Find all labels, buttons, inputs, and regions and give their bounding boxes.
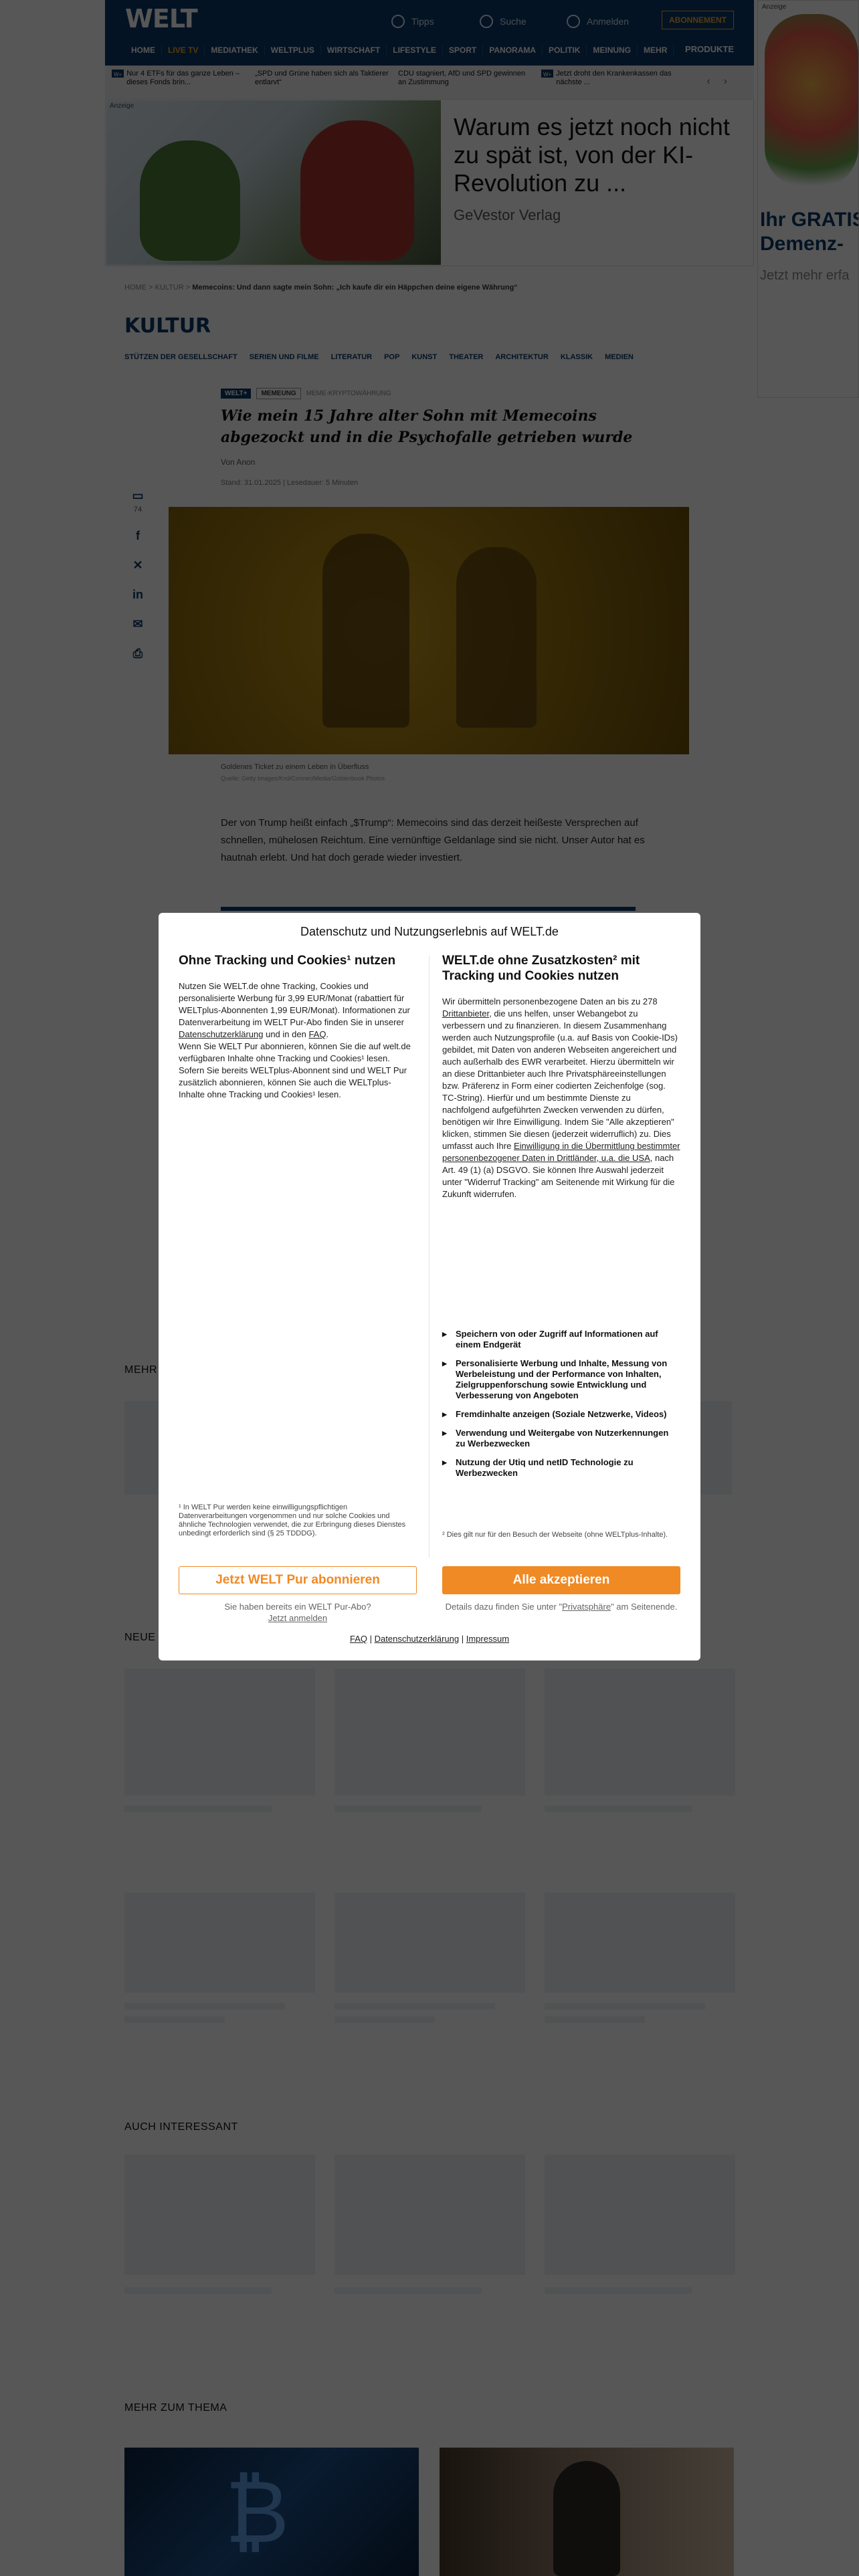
- tracking-p1c: , nach Art. 49 (1) (a) DSGVO. Sie können Ihre Auswahl jederzeit unter "Widerruf Tracking" am Seitenende mit Wirkung für die Zukunft widerrufen.: [442, 1153, 675, 1199]
- tracking-p1b: , die uns helfen, unser Webangebot zu verbessern und zu finanzieren. In diesem Zusammenhang werden auch Nutzungsprofile (u.a. auf Basis von Cookie-IDs) gebildet, mit Daten von anderen Webseiten angereichert und auch außerhalb des EWR verarbeitet. Hierzu übermitteln wir an diese Drittanbieter auch Ihre Privatsphäreeinstellungen bzw. Präferenz in Form einer codierten Zeichenfolge (sog. TC-String). Hierfür und um bestimmte Dienste zu nachfolgend aufgeführten Zwecken verwenden zu dürfen, benötigen wir Ihre Einwilligung. Indem Sie "Alle akzeptieren" klicken, stimmen Sie diesen (jederzeit widerruflich) zu. Dies umfasst auch Ihre: [442, 1008, 678, 1151]
- login-question: Sie haben bereits ein WELT Pur-Abo?: [224, 1602, 371, 1612]
- faq-link[interactable]: FAQ: [308, 1029, 326, 1039]
- purpose-item[interactable]: ▶ Personalisierte Werbung und Inhalte, Messung von Werbeleistung und der Performance von Inhalten, Zielgruppenforschung sowie Entwicklung und Verbesserung von Angeboten: [442, 1358, 680, 1401]
- column-divider: [429, 956, 430, 1558]
- privacy-details-note: [442, 1601, 680, 1612]
- consent-footer-links: [159, 1634, 700, 1644]
- welt-pur-p1b: und in den: [266, 1029, 306, 1039]
- welt-pur-p2: Wenn Sie WELT Pur abonnieren, können Sie die auf welt.de verfügbaren Inhalte ohne Tracking und Cookies¹ lesen. Sofern Sie bereits WELTplus-Abonnent sind und WELT Pur zusätzlich abonnieren, können Sie auch die WELTplus-Inhalte ohne Tracking und Cookies¹ lesen.: [179, 1041, 411, 1099]
- drittland-consent-link[interactable]: Einwilligung in die Übermittlung bestimmter personenbezogener Daten in Drittländer, u.a. die USA: [442, 1141, 680, 1163]
- impressum-link[interactable]: Impressum: [466, 1634, 510, 1644]
- privatsphaere-link[interactable]: Privatsphäre: [562, 1602, 611, 1612]
- link-separator: |: [369, 1634, 372, 1644]
- purpose-item[interactable]: ▶ Nutzung der Utiq und netID Technologie zu Werbezwecken: [442, 1457, 680, 1479]
- accept-all-button[interactable]: Alle akzeptieren: [442, 1566, 680, 1594]
- purpose-item[interactable]: ▶ Speichern von oder Zugriff auf Informationen auf einem Endgerät: [442, 1329, 680, 1350]
- purpose-list: [442, 1329, 680, 1487]
- drittanbieter-link[interactable]: Drittanbieter: [442, 1008, 490, 1018]
- welt-pur-p1: Nutzen Sie WELT.de ohne Tracking, Cookies und personalisierte Werbung für 3,99 EUR/Monat (rabattiert für WELTplus-Abonnenten 1,99 EUR/Monat). Informationen zur Datenverarbeitung im WELT Pur-Abo finden Sie in unserer: [179, 981, 410, 1027]
- welt-pur-column: [179, 953, 417, 1101]
- welt-pur-login-note: [179, 1601, 417, 1624]
- tracking-heading: WELT.de ohne Zusatzkosten² mit Tracking und Cookies nutzen: [442, 954, 640, 983]
- datenschutz-link[interactable]: Datenschutzerklärung: [374, 1634, 460, 1644]
- tracking-footnote: ² Dies gilt nur für den Besuch der Webseite (ohne WELTplus-Inhalte).: [442, 1531, 668, 1539]
- consent-title: Datenschutz und Nutzungserlebnis auf WELT.de: [300, 925, 559, 938]
- tracking-p1a: Wir übermitteln personenbezogene Daten an bis zu 278: [442, 996, 658, 1006]
- login-link[interactable]: Jetzt anmelden: [268, 1613, 328, 1623]
- purpose-item[interactable]: ▶ Fremdinhalte anzeigen (Soziale Netzwerke, Videos): [442, 1409, 680, 1420]
- welt-pur-footnote: ¹ In WELT Pur werden keine einwilligungspflichtigen Datenverarbeitungen vorgenommen und nur solche Cookies und ähnliche Technologien verwendet, die zur Erbringung dieses Dienstes unbedingt erforderlich sind (§ 25 TDDDG).: [179, 1503, 406, 1537]
- welt-pur-heading: Ohne Tracking und Cookies¹ nutzen: [179, 954, 396, 968]
- welt-pur-text: Nutzen Sie WELT.de ohne Tracking, Cookies und personalisierte Werbung für 3,99 EUR/Monat (rabattiert für WELTplus-Abonnenten 1,99 EUR/Monat). Informationen zur Datenverarbeitung im WELT Pur-Abo finden Sie in unserer Datenschutzerklärung und in den FAQ. Wenn Sie WELT Pur abonnieren, können Sie die auf welt.de verfügbaren Inhalte ohne Tracking und Cookies¹ lesen. Sofern Sie bereits WELTplus-Abonnent sind und WELT Pur zusätzlich abonnieren, können Sie auch die WELTplus-Inhalte ohne Tracking und Cookies¹ lesen.: [179, 981, 411, 1099]
- datenschutz-link[interactable]: Datenschutzerklärung: [179, 1029, 264, 1039]
- consent-modal: [159, 913, 700, 1660]
- details-text-b: " am Seitenende.: [611, 1602, 678, 1612]
- faq-link[interactable]: FAQ: [349, 1634, 367, 1644]
- link-separator: |: [461, 1634, 464, 1644]
- purpose-item[interactable]: ▶ Verwendung und Weitergabe von Nutzerkennungen zu Werbezwecken: [442, 1428, 680, 1449]
- welt-pur-subscribe-button[interactable]: Jetzt WELT Pur abonnieren: [179, 1566, 417, 1594]
- details-text-a: Details dazu finden Sie unter ": [445, 1602, 563, 1612]
- tracking-text: [442, 996, 680, 1200]
- tracking-column: [442, 953, 680, 1200]
